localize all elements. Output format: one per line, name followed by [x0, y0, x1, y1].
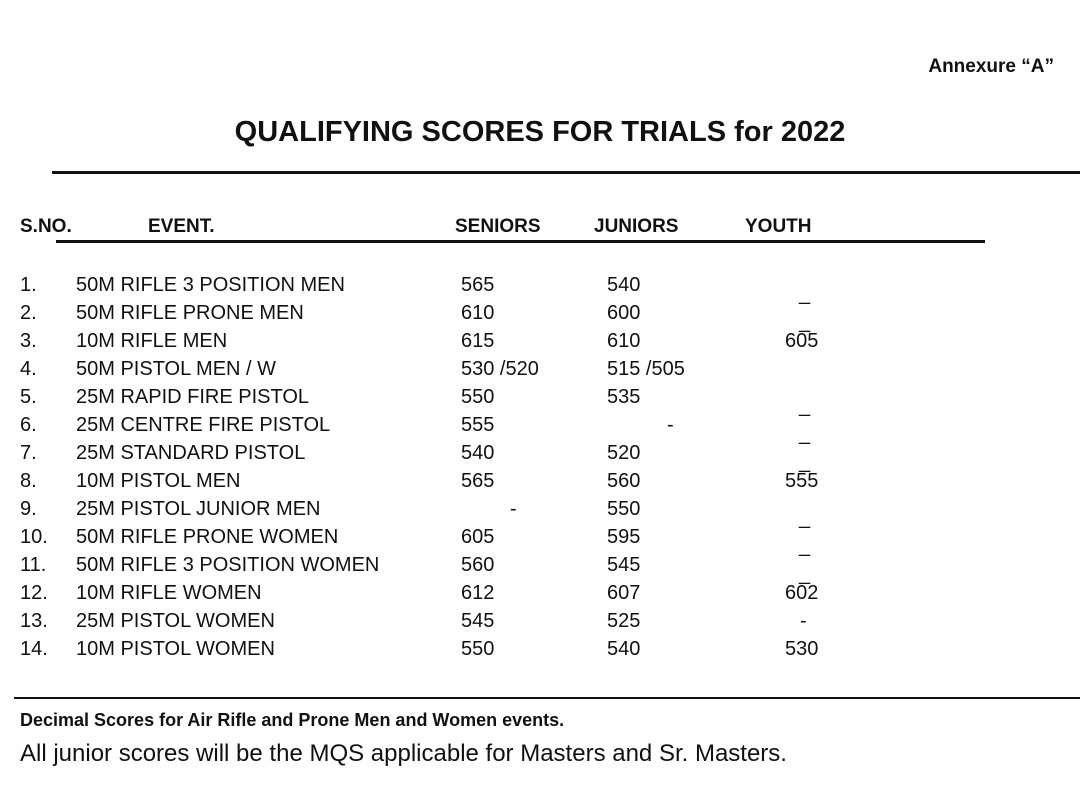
cell-juniors: 550 [607, 498, 641, 520]
header-juniors: JUNIORS [594, 216, 679, 237]
cell-event: 50M RIFLE PRONE MEN [76, 302, 304, 324]
cell-seniors: 550 [461, 638, 495, 660]
cell-youth: _ [799, 563, 811, 585]
cell-youth: _ [799, 535, 811, 557]
cell-juniors: 540 [607, 638, 641, 660]
cell-event: 50M PISTOL MEN / W [76, 358, 277, 380]
cell-event: 10M RIFLE WOMEN [76, 582, 262, 604]
cell-juniors: 600 [607, 302, 641, 324]
header-youth: YOUTH [745, 216, 812, 237]
cell-youth: _ [799, 423, 811, 445]
cell-seniors: 560 [461, 554, 495, 576]
cell-juniors: 610 [607, 330, 641, 352]
header-event: EVENT. [148, 216, 215, 237]
cell-youth: _ [799, 451, 811, 473]
cell-youth: 555 [785, 470, 819, 492]
cell-seniors: 555 [461, 414, 495, 436]
cell-sno: 13. [20, 610, 48, 632]
table-row [0, 610, 1080, 638]
cell-juniors: 560 [607, 470, 641, 492]
cell-sno: 7. [20, 442, 37, 464]
cell-event: 25M STANDARD PISTOL [76, 442, 306, 464]
table-row [0, 470, 1080, 498]
cell-juniors: 535 [607, 386, 641, 408]
cell-youth: 530 [785, 638, 819, 660]
cell-event: 25M PISTOL JUNIOR MEN [76, 498, 321, 520]
cell-sno: 3. [20, 330, 37, 352]
cell-juniors: 515 /505 [607, 358, 685, 380]
cell-seniors: - [510, 498, 517, 520]
cell-event: 50M RIFLE 3 POSITION WOMEN [76, 554, 380, 576]
cell-sno: 14. [20, 638, 48, 660]
cell-event: 25M RAPID FIRE PISTOL [76, 386, 310, 408]
cell-seniors: 565 [461, 470, 495, 492]
header-seniors: SENIORS [455, 216, 541, 237]
cell-event: 25M CENTRE FIRE PISTOL [76, 414, 331, 436]
table-row [0, 386, 1080, 417]
cell-sno: 9. [20, 498, 37, 520]
note-decimal: Decimal Scores for Air Rifle and Prone Men and Women events. [20, 710, 565, 730]
cell-juniors: - [667, 414, 674, 436]
cell-youth: _ [799, 311, 811, 333]
cell-juniors: 595 [607, 526, 641, 548]
cell-sno: 2. [20, 302, 37, 324]
table-row [0, 498, 1080, 529]
cell-seniors: 605 [461, 526, 495, 548]
table-row [0, 554, 1080, 585]
cell-youth: _ [799, 283, 811, 305]
footer-divider [14, 697, 1080, 699]
table-row [0, 442, 1080, 473]
cell-sno: 10. [20, 526, 48, 548]
cell-youth: _ [799, 395, 811, 417]
title-divider [52, 171, 1080, 174]
table-row [0, 582, 1080, 610]
cell-youth: 602 [785, 582, 819, 604]
cell-seniors: 612 [461, 582, 495, 604]
cell-youth: 605 [785, 330, 819, 352]
cell-seniors: 530 /520 [461, 358, 539, 380]
header-sno: S.NO. [20, 216, 72, 237]
note-mqs: All junior scores will be the MQS applicable for Masters and Sr. Masters. [20, 740, 787, 767]
table-row [0, 526, 1080, 557]
cell-juniors: 520 [607, 442, 641, 464]
cell-event: 10M PISTOL WOMEN [76, 638, 275, 660]
cell-juniors: 545 [607, 554, 641, 576]
cell-sno: 11. [20, 554, 47, 576]
cell-event: 25M PISTOL WOMEN [76, 610, 275, 632]
cell-sno: 12. [20, 582, 48, 604]
cell-event: 10M PISTOL MEN [76, 470, 241, 492]
document-title: QUALIFYING SCORES FOR TRIALS for 2022 [234, 116, 846, 148]
table-row [0, 274, 1080, 305]
cell-seniors: 550 [461, 386, 495, 408]
table-row [0, 358, 1080, 386]
cell-sno: 8. [20, 470, 37, 492]
cell-juniors: 525 [607, 610, 641, 632]
cell-seniors: 545 [461, 610, 495, 632]
cell-juniors: 607 [607, 582, 641, 604]
cell-event: 50M RIFLE PRONE WOMEN [76, 526, 339, 548]
cell-event: 10M RIFLE MEN [76, 330, 228, 352]
cell-sno: 4. [20, 358, 37, 380]
table-row [0, 302, 1080, 333]
cell-seniors: 565 [461, 274, 495, 296]
cell-seniors: 610 [461, 302, 495, 324]
table-row [0, 638, 1080, 666]
cell-sno: 1. [20, 274, 37, 296]
cell-event: 50M RIFLE 3 POSITION MEN [76, 274, 345, 296]
annexure-label: Annexure “A” [928, 56, 1054, 77]
table-row [0, 330, 1080, 358]
header-underline [56, 240, 985, 243]
cell-youth: - [800, 610, 807, 632]
cell-sno: 5. [20, 386, 37, 408]
cell-youth: _ [799, 507, 811, 529]
cell-sno: 6. [20, 414, 37, 436]
cell-seniors: 540 [461, 442, 495, 464]
table-row [0, 414, 1080, 445]
cell-seniors: 615 [461, 330, 495, 352]
cell-juniors: 540 [607, 274, 641, 296]
